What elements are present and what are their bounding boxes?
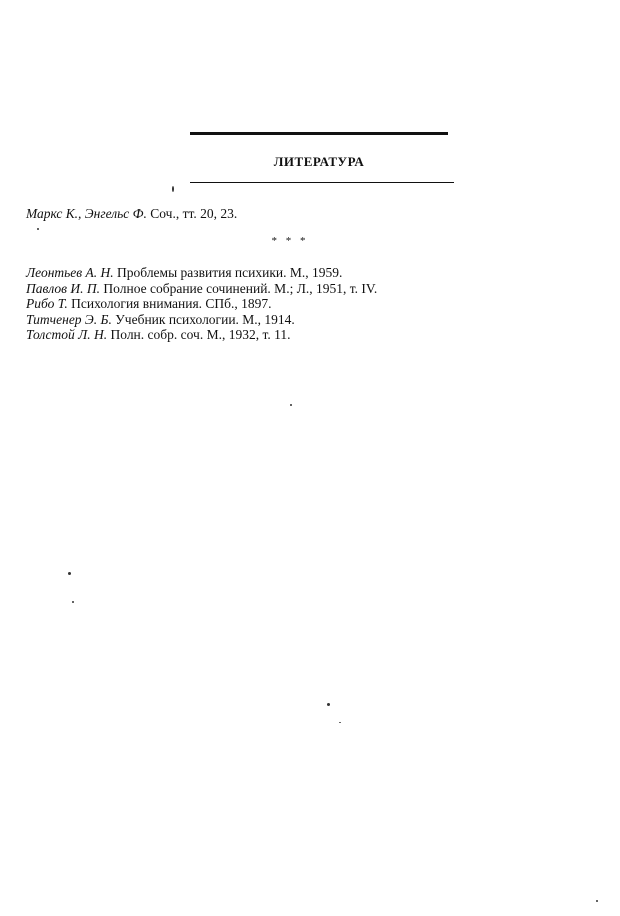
reference-item: [26, 281, 377, 297]
scan-speck: [172, 186, 174, 192]
reference-text: Полное собрание сочинений. М.; Л., 1951, т. IV.: [100, 280, 378, 296]
top-rule: [190, 132, 448, 135]
scan-speck: [596, 900, 598, 902]
primary-source-entry: [26, 206, 237, 222]
reference-author: Толстой Л. Н.: [26, 327, 108, 342]
reference-item: [26, 265, 377, 281]
reference-item: [26, 312, 377, 328]
scan-speck: [339, 722, 341, 723]
reference-author: Титченер Э. Б.: [26, 311, 112, 327]
section-heading: ЛИТЕРАТУРА: [273, 154, 365, 169]
scan-speck: [68, 572, 71, 575]
reference-text: Психология внимания. СПб., 1897.: [67, 296, 272, 311]
reference-text: Учебник психологии. М., 1914.: [111, 311, 295, 327]
primary-source-author: Маркс К., Энгельс Ф.: [26, 206, 147, 221]
bottom-rule: [190, 182, 454, 183]
reference-list: [26, 265, 377, 343]
reference-text: Проблемы развития психики. М., 1959.: [113, 265, 343, 280]
scan-speck: [72, 601, 74, 603]
primary-source-text: Соч., тт. 20, 23.: [146, 206, 238, 221]
reference-author: Павлов И. П.: [26, 280, 101, 296]
reference-item: [26, 296, 377, 312]
reference-item: [26, 327, 377, 343]
section-separator: * * *: [271, 235, 309, 247]
scan-speck: [290, 404, 292, 406]
reference-text: Полн. собр. соч. М., 1932, т. 11.: [107, 327, 291, 342]
scan-speck: [37, 228, 39, 230]
scan-speck: [327, 703, 330, 706]
reference-author: Рибо Т.: [26, 296, 68, 311]
reference-author: Леонтьев А. Н.: [26, 265, 114, 280]
